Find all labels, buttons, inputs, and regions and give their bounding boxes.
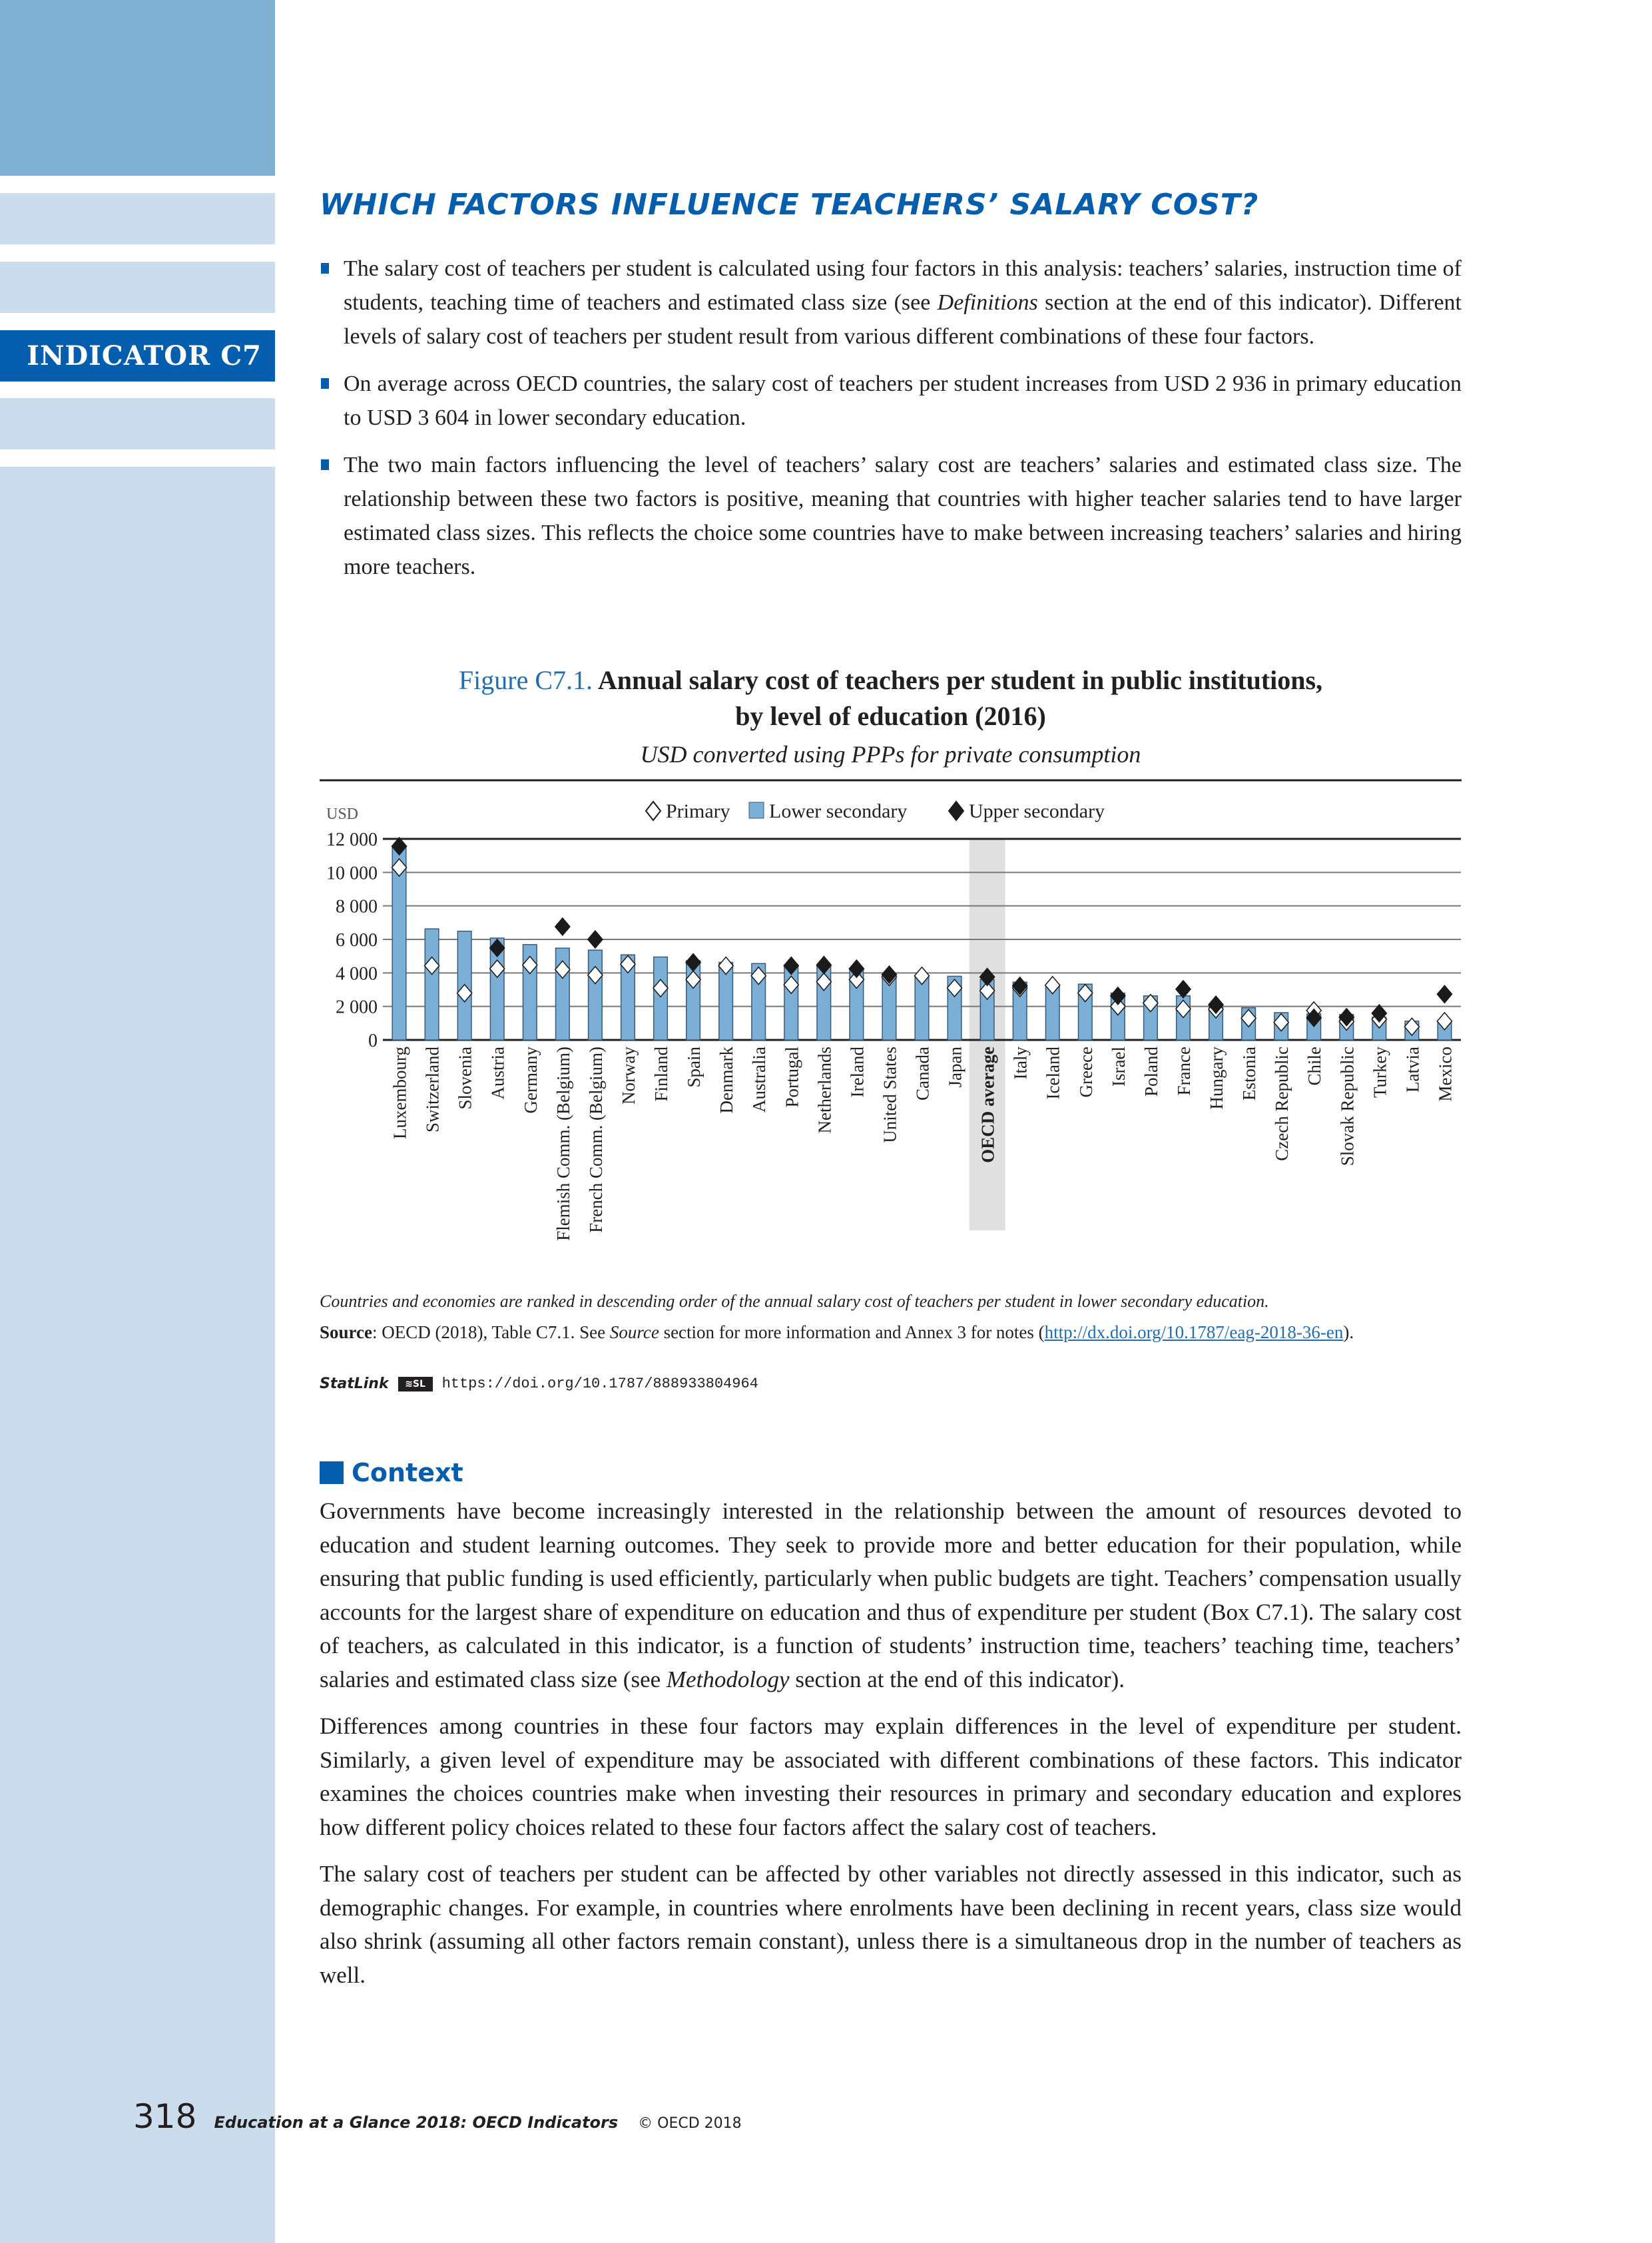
figure-source	[320, 1320, 1462, 1345]
y-tick-label: 0	[368, 1031, 378, 1051]
statlink-brand: StatLink	[320, 1375, 389, 1392]
x-category-label: Slovak Republic	[1337, 1047, 1358, 1166]
text-run: The salary cost of teachers per student can be affected by other variables not directly assessed in this indicator, such as demographic changes. For example, in countries where enrolments have been declining in recent years, class size would also shrink (assuming all other factors remain constant), unless there is a simultaneous drop in the number of teachers as well.	[320, 1861, 1462, 1988]
y-tick-label: 12 000	[326, 830, 378, 850]
bar-lower-secondary	[915, 976, 929, 1040]
x-category-label: Chile	[1304, 1047, 1325, 1086]
figure-title-line1: Annual salary cost of teachers per student in public institutions,	[597, 665, 1323, 695]
x-category-label: Australia	[749, 1047, 770, 1113]
x-category-label: Turkey	[1370, 1047, 1390, 1099]
text-run: The two main factors influencing the level of teachers’ salary cost are teachers’ salaries and estimated class size. The relationship between these two factors is positive, meaning that countries with higher teacher salaries tend to have larger estimated class sizes. This reflects the choice some countries have to make between increasing teachers’ salaries and hiring more teachers.	[344, 453, 1462, 579]
page-number: 318	[133, 2097, 197, 2136]
legend-bar-swatch-icon	[749, 802, 764, 818]
bullet-item	[320, 448, 1462, 584]
source-label: Source	[320, 1322, 372, 1342]
figure-title-line2: by level of education (2016)	[735, 701, 1046, 731]
italic-term: Methodology	[666, 1666, 790, 1692]
x-category-label: Switzerland	[422, 1047, 443, 1132]
text-run: On average across OECD countries, the salary cost of teachers per student increases from USD 2 936 in primary education to USD 3 604 in lower secondary education.	[344, 372, 1462, 430]
x-category-label: Denmark	[716, 1047, 737, 1114]
x-category-label: Luxembourg	[390, 1047, 410, 1139]
y-tick-label: 8 000	[336, 896, 378, 917]
bullet-square-icon	[321, 263, 329, 274]
y-axis-unit-label: USD	[326, 806, 359, 823]
italic-term: Definitions	[937, 290, 1038, 315]
x-category-label: Latvia	[1402, 1047, 1423, 1093]
x-category-label: Austria	[487, 1047, 508, 1100]
figure-subtitle: USD converted using PPPs for private consumption	[640, 741, 1141, 768]
x-category-label: France	[1173, 1047, 1194, 1096]
sidebar-stripe	[0, 193, 275, 244]
y-tick-label: 10 000	[326, 863, 378, 884]
bullet-item	[320, 367, 1462, 435]
indicator-label: INDICATOR C7	[0, 330, 275, 381]
legend-label: Primary	[666, 800, 730, 822]
publication-title: Education at a Glance 2018: OECD Indicators	[214, 2113, 619, 2132]
text-run: section at the end of this indicator). Different levels of salary cost of teachers per student result from various different combinations of these four factors.	[344, 290, 1462, 349]
heading-square-icon	[320, 1461, 344, 1484]
context-body	[320, 1495, 1462, 2005]
source-text-2: section for more information and Annex 3 for notes (	[659, 1322, 1045, 1342]
marker-upper-secondary	[555, 918, 570, 935]
section-title: WHICH FACTORS INFLUENCE TEACHERS’ SALARY COST?	[320, 188, 1259, 222]
context-heading	[320, 1458, 463, 1487]
sidebar-stripe	[0, 262, 275, 313]
x-category-label: Germany	[520, 1047, 541, 1114]
legend-label: Lower secondary	[769, 800, 908, 822]
x-category-label: Israel	[1108, 1047, 1129, 1087]
x-category-label: Greece	[1075, 1047, 1096, 1098]
x-category-label: United States	[880, 1047, 900, 1143]
x-category-label: Iceland	[1043, 1047, 1063, 1100]
bullet-item	[320, 252, 1462, 354]
bullet-square-icon	[321, 378, 329, 389]
page-footer	[133, 2097, 742, 2136]
y-tick-label: 6 000	[336, 930, 378, 951]
x-category-label: Poland	[1141, 1047, 1161, 1097]
statlink	[320, 1375, 758, 1392]
sidebar-stripe	[0, 398, 275, 449]
context-paragraph	[320, 1495, 1462, 1696]
figure-number: Figure C7.1.	[458, 665, 593, 695]
chart-svg	[320, 778, 1462, 1284]
key-findings-list	[320, 252, 1462, 597]
sidebar	[0, 0, 275, 2202]
source-italic: Source	[609, 1322, 659, 1342]
marker-upper-secondary	[1176, 981, 1191, 998]
x-category-label: Ireland	[847, 1047, 868, 1098]
x-category-label: Spain	[684, 1047, 704, 1088]
text-run: Governments have become increasingly interested in the relationship between the amount of resources devoted to education and student learning outcomes. They seek to provide more and better education for their population, while ensuring that public funding is used efficiently, particularly when public budgets are tight. Teachers’ compensation usually accounts for the largest share of expenditure on education and thus of expenditure per student (Box C7.1). The salary cost of teachers, as calculated in this indicator, is a function of students’ instruction time, teachers’ teaching time, teachers’ salaries and estimated class size (see	[320, 1498, 1462, 1692]
text-run: Differences among countries in these four factors may explain differences in the level of expenditure per student. Similarly, a given level of expenditure may be associated with different combinations of these factors. This indicator examines the choices countries make when investing their resources in primary and secondary education and explores how different policy choices related to these four factors affect the salary cost of teachers.	[320, 1713, 1462, 1840]
legend-filled-diamond-icon	[949, 802, 964, 820]
x-category-label: Finland	[651, 1047, 672, 1102]
copyright: © OECD 2018	[638, 2115, 742, 2132]
marker-upper-secondary	[1437, 985, 1452, 1003]
legend-label: Upper secondary	[969, 800, 1105, 822]
y-tick-label: 2 000	[336, 997, 378, 1018]
x-category-label: Canada	[912, 1047, 933, 1101]
x-category-label: Hungary	[1207, 1047, 1227, 1110]
x-category-label: Estonia	[1239, 1047, 1260, 1101]
figure-note: Countries and economies are ranked in descending order of the annual salary cost of teachers per student in lower secondary education.	[320, 1292, 1269, 1311]
sidebar-background	[0, 467, 275, 2243]
x-category-label: OECD average	[977, 1047, 998, 1163]
context-paragraph	[320, 1710, 1462, 1844]
context-paragraph	[320, 1858, 1462, 1992]
x-category-label: Japan	[945, 1047, 965, 1088]
source-text-1: : OECD (2018), Table C7.1. See	[372, 1322, 610, 1342]
x-category-label: Netherlands	[814, 1047, 835, 1134]
x-category-label: Czech Republic	[1272, 1047, 1292, 1161]
x-category-label: French Comm. (Belgium)	[585, 1047, 606, 1233]
x-category-label: Portugal	[782, 1047, 802, 1108]
context-heading-label: Context	[352, 1458, 463, 1487]
sidebar-top-block	[0, 0, 275, 176]
x-category-label: Italy	[1010, 1047, 1031, 1080]
bar-lower-secondary	[589, 950, 603, 1040]
x-category-label: Flemish Comm. (Belgium)	[553, 1047, 573, 1241]
y-tick-label: 4 000	[336, 963, 378, 985]
figure-title	[320, 662, 1462, 734]
source-link[interactable]: http://dx.doi.org/10.1787/eag-2018-36-en	[1044, 1322, 1344, 1342]
x-category-label: Norway	[618, 1047, 639, 1105]
bullet-square-icon	[321, 459, 329, 470]
x-category-label: Mexico	[1435, 1047, 1456, 1102]
bar-chart	[320, 778, 1462, 1284]
text-run: section at the end of this indicator).	[789, 1666, 1125, 1692]
x-category-label: Slovenia	[455, 1047, 475, 1110]
marker-upper-secondary	[588, 931, 603, 948]
legend-open-diamond-icon	[646, 802, 661, 820]
source-text-3: ).	[1343, 1322, 1354, 1342]
statlink-icon: ≋SL	[398, 1377, 433, 1391]
text-run: The salary cost of teachers per student is calculated using four factors in this analysis: teachers’ salaries, instruction time of students, teaching time of teachers and estimated class size (see	[344, 256, 1462, 315]
statlink-url[interactable]: https://doi.org/10.1787/888933804964	[441, 1375, 758, 1392]
bar-lower-secondary	[654, 957, 668, 1040]
bar-lower-secondary	[425, 929, 439, 1040]
